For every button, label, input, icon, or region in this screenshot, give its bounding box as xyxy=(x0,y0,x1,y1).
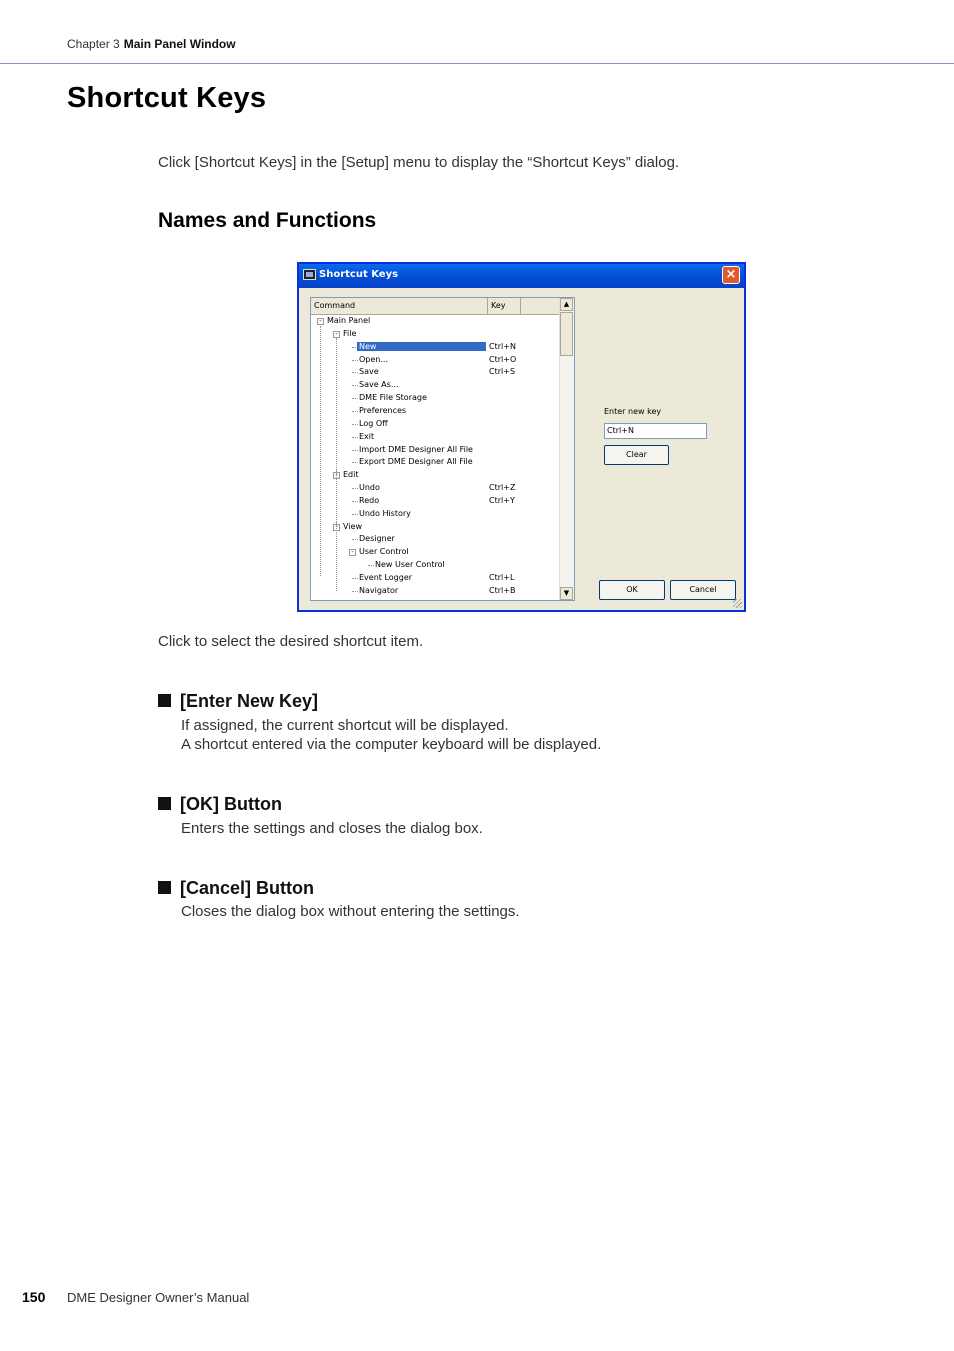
dialog-titlebar xyxy=(299,264,744,288)
scroll-up-icon[interactable]: ▲ xyxy=(560,298,573,311)
section-line: A shortcut entered via the computer keyboard will be displayed. xyxy=(181,736,602,753)
column-key[interactable]: Key xyxy=(491,301,506,310)
list-column-header xyxy=(311,298,562,315)
tree-item-label: View xyxy=(343,521,362,531)
tree-connector xyxy=(352,591,358,592)
tree-item-label: Designer xyxy=(359,534,395,544)
tree-item-label: Undo History xyxy=(359,508,411,518)
enter-new-key-input[interactable]: Ctrl+N xyxy=(604,423,707,439)
tree-row[interactable] xyxy=(311,315,562,328)
tree-connector xyxy=(352,462,358,463)
tree-item-label: File xyxy=(343,328,357,338)
tree-item-key: Ctrl+N xyxy=(489,341,516,351)
section-heading-text: [Enter New Key] xyxy=(180,691,319,711)
tree-row[interactable] xyxy=(311,392,562,405)
dialog-caption: Click to select the desired shortcut item. xyxy=(158,633,424,650)
tree-row[interactable] xyxy=(311,585,562,598)
tree-guide-line xyxy=(336,521,337,591)
tree-row[interactable] xyxy=(311,431,562,444)
tree-row[interactable] xyxy=(311,456,562,469)
tree-item-label: Preferences xyxy=(359,405,407,415)
collapse-icon[interactable]: - xyxy=(317,318,324,325)
app-icon xyxy=(303,269,316,280)
tree-connector xyxy=(352,488,358,489)
tree-connector xyxy=(352,385,358,386)
scroll-thumb[interactable] xyxy=(560,312,573,356)
tree-item-label: User Control xyxy=(359,547,409,557)
tree-row[interactable] xyxy=(311,482,562,495)
tree-row[interactable] xyxy=(311,508,562,521)
chapter-label: Chapter 3 xyxy=(67,37,120,51)
tree-item-label: New User Control xyxy=(375,560,445,570)
section-line: Enters the settings and closes the dialog box. xyxy=(181,820,483,837)
tree-row[interactable] xyxy=(311,405,562,418)
tree-connector xyxy=(352,437,358,438)
tree-guide-line xyxy=(336,338,337,478)
tree-item-label: Event Logger xyxy=(359,573,413,582)
tree-item-key: Ctrl+L xyxy=(489,573,515,582)
tree-item-key: Ctrl+O xyxy=(489,354,517,364)
collapse-icon[interactable]: - xyxy=(349,549,356,556)
intro-text: Click [Shortcut Keys] in the [Setup] menu to display the “Shortcut Keys” dialog. xyxy=(158,154,680,171)
tree-item-key: Ctrl+Y xyxy=(489,495,515,505)
tree-item-label: Export DME Designer All File xyxy=(359,457,473,467)
bullet-square-icon xyxy=(158,881,171,894)
tree-guide-line xyxy=(320,326,321,576)
tree-connector xyxy=(352,501,358,502)
tree-connector xyxy=(352,450,358,451)
tree-item-label: Navigator xyxy=(359,585,399,595)
tree-item-label: Import DME Designer All File xyxy=(359,444,473,454)
vertical-scrollbar[interactable] xyxy=(559,298,574,600)
tree-item-key: Ctrl+Z xyxy=(489,483,516,493)
tree-item-label: Edit xyxy=(343,470,359,480)
shortcut-keys-dialog xyxy=(297,262,746,612)
tree-connector xyxy=(352,424,358,425)
tree-row[interactable] xyxy=(311,572,562,585)
tree-item-label: Open... xyxy=(359,354,388,364)
column-divider xyxy=(487,298,488,314)
page-number: 150 xyxy=(22,1289,46,1305)
section-heading-cancel-button xyxy=(158,878,314,899)
subheading: Names and Functions xyxy=(158,209,377,232)
section-text-cancel-button xyxy=(181,902,520,921)
header-rule xyxy=(0,63,954,64)
tree-item-label: Save As... xyxy=(359,380,399,390)
tree-row[interactable] xyxy=(311,341,562,354)
section-heading-enter-new-key xyxy=(158,691,318,712)
tree-item-label: Log Off xyxy=(359,418,388,428)
tree-item-key: Ctrl+B xyxy=(489,585,516,595)
cancel-button[interactable]: Cancel xyxy=(670,580,736,600)
tree-row[interactable] xyxy=(311,469,562,482)
scroll-down-icon[interactable]: ▼ xyxy=(560,587,573,600)
tree-item-label: Save xyxy=(359,367,379,377)
tree-row[interactable] xyxy=(311,521,562,534)
tree-connector xyxy=(368,565,374,566)
chapter-header xyxy=(67,37,236,51)
tree-row[interactable] xyxy=(311,495,562,508)
tree-connector xyxy=(352,398,358,399)
section-heading-ok-button xyxy=(158,794,282,815)
tree-item-key: Ctrl+S xyxy=(489,367,516,377)
tree-item-label: Main Panel xyxy=(327,316,371,325)
tree-row[interactable] xyxy=(311,379,562,392)
section-line: If assigned, the current shortcut will be displayed. xyxy=(181,717,509,734)
tree-item-label: Exit xyxy=(359,431,375,441)
tree-row[interactable] xyxy=(311,354,562,367)
section-line: Closes the dialog box without entering the settings. xyxy=(181,903,520,920)
tree-connector xyxy=(352,514,358,515)
tree-row[interactable] xyxy=(311,559,562,572)
tree-connector xyxy=(352,372,358,373)
tree-connector xyxy=(352,411,358,412)
tree-row[interactable] xyxy=(311,366,562,379)
command-tree-list[interactable] xyxy=(310,297,575,601)
bullet-square-icon xyxy=(158,694,171,707)
tree-row[interactable] xyxy=(311,418,562,431)
tree-row[interactable] xyxy=(311,546,562,559)
manual-title: DME Designer Owner’s Manual xyxy=(67,1290,250,1305)
tree-connector xyxy=(352,578,358,579)
tree-connector xyxy=(352,539,358,540)
section-heading-text: [OK] Button xyxy=(180,794,282,814)
section-heading-text: [Cancel] Button xyxy=(180,878,314,898)
tree-row[interactable] xyxy=(311,328,562,341)
tree-item-label: DME File Storage xyxy=(359,393,427,403)
collapse-icon[interactable]: - xyxy=(333,331,340,338)
section-text-enter-new-key xyxy=(181,716,601,754)
tree-item-label: Redo xyxy=(359,495,380,505)
bullet-square-icon xyxy=(158,797,171,810)
section-text-ok-button xyxy=(181,819,483,838)
clear-button[interactable]: Clear xyxy=(604,445,669,465)
tree-item-label: Undo xyxy=(359,483,380,493)
tree-guide-line xyxy=(336,470,337,526)
dialog-title: Shortcut Keys xyxy=(319,269,399,280)
page-title: Shortcut Keys xyxy=(67,82,267,114)
close-icon[interactable]: × xyxy=(722,266,740,284)
tree-row[interactable] xyxy=(311,444,562,457)
column-divider xyxy=(520,298,521,314)
tree-connector xyxy=(352,360,358,361)
chapter-section: Main Panel Window xyxy=(123,37,236,51)
collapse-icon[interactable]: - xyxy=(333,524,340,531)
collapse-icon[interactable]: - xyxy=(333,472,340,479)
ok-button[interactable]: OK xyxy=(599,580,665,600)
resize-grip-icon[interactable] xyxy=(733,599,742,608)
enter-new-key-label: Enter new key xyxy=(604,407,662,416)
tree-row[interactable] xyxy=(311,533,562,546)
column-command[interactable]: Command xyxy=(314,301,356,310)
tree-item-label: New xyxy=(357,342,486,351)
